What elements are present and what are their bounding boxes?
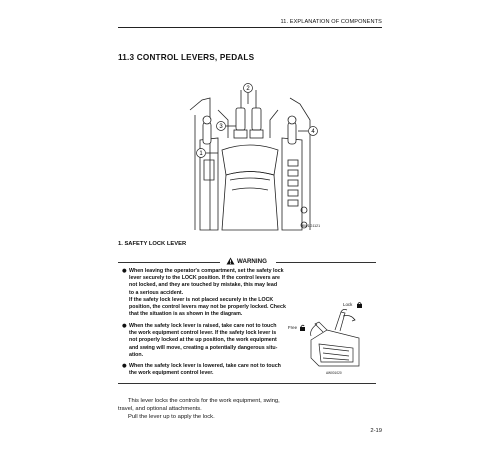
section-title: 11.3 CONTROL LEVERS, PEDALS bbox=[118, 53, 255, 62]
callout-3: 3 bbox=[219, 124, 223, 131]
seat-back bbox=[222, 145, 278, 175]
warning-rule-right bbox=[276, 262, 376, 263]
free-lever-arm bbox=[315, 322, 327, 332]
lock-arrow bbox=[343, 316, 355, 321]
warning-line: that the situation is as shown in the diagram. bbox=[129, 311, 243, 318]
warning-line: to a serious accident. bbox=[129, 289, 184, 296]
warning-line: not locked, and they are touched by mistake, this may lead bbox=[129, 282, 278, 289]
callout-4: 4 bbox=[311, 129, 315, 136]
right-control-lever bbox=[288, 122, 296, 144]
header-rule bbox=[118, 27, 382, 28]
warning-line: If the safety lock lever is not placed securely in the LOCK bbox=[129, 296, 274, 303]
chapter-header: 11. EXPLANATION OF COMPONENTS bbox=[280, 19, 382, 25]
lock-label: Lock bbox=[343, 302, 353, 307]
warning-rule-left bbox=[118, 262, 220, 263]
warning-bullet: ● bbox=[122, 268, 127, 274]
lock-figure-code: AW001020 bbox=[326, 371, 342, 375]
warning-heading bbox=[226, 257, 267, 265]
warning-bullet: ● bbox=[122, 323, 127, 329]
free-arrow bbox=[311, 324, 317, 336]
control-levers-illustration bbox=[170, 80, 330, 235]
lock-icon bbox=[357, 304, 362, 308]
safety-lock-lever-illustration bbox=[297, 300, 373, 370]
travel-pedal-right bbox=[250, 130, 263, 138]
warning-line: position, the control levers may not be properly locked. Check bbox=[129, 304, 286, 311]
lock-lever-arm bbox=[335, 312, 345, 331]
body-line: This lever locks the controls for the work equipment, swing, bbox=[128, 398, 280, 404]
callout-1: 1 bbox=[199, 151, 203, 158]
body-line: travel, and optional attachments. bbox=[118, 406, 202, 412]
warning-title: WARNING bbox=[237, 257, 267, 265]
warning-line: ation. bbox=[129, 351, 144, 358]
left-control-lever bbox=[203, 122, 211, 144]
warning-line: When the safety lock lever is lowered, take care not to touch bbox=[129, 363, 281, 369]
warning-line: the work equipment control lever. bbox=[129, 370, 214, 377]
warning-line: the work equipment control lever. If the safety lock lever is bbox=[129, 330, 277, 337]
main-figure-code: AW1G1121 bbox=[302, 224, 321, 228]
warning-rule-bottom bbox=[118, 383, 376, 384]
page-number: 2-19 bbox=[370, 428, 382, 434]
body-line: Pull the lever up to apply the lock. bbox=[128, 414, 215, 420]
callout-2: 2 bbox=[246, 86, 250, 93]
warning-bullet: ● bbox=[122, 363, 127, 369]
travel-lever-left bbox=[236, 108, 245, 130]
warning-triangle-icon bbox=[226, 257, 235, 265]
warning-line: lever securely to the LOCK position. If the control levers are bbox=[129, 275, 281, 282]
subsection-title: 1. SAFETY LOCK LEVER bbox=[118, 241, 187, 247]
warning-line: When leaving the operator's compartment, set the safety lock bbox=[129, 268, 284, 274]
right-console bbox=[282, 138, 302, 230]
travel-pedal-left bbox=[234, 130, 247, 138]
free-label: Free bbox=[288, 325, 298, 330]
unlock-icon bbox=[300, 327, 305, 331]
warning-line: not properly locked at the up position, the work equipment bbox=[129, 337, 277, 344]
warning-line: and swing will move, creating a potentially dangerous situ- bbox=[129, 344, 278, 351]
travel-lever-right bbox=[252, 108, 261, 130]
warning-line: When the safety lock lever is raised, take care not to touch bbox=[129, 323, 277, 329]
